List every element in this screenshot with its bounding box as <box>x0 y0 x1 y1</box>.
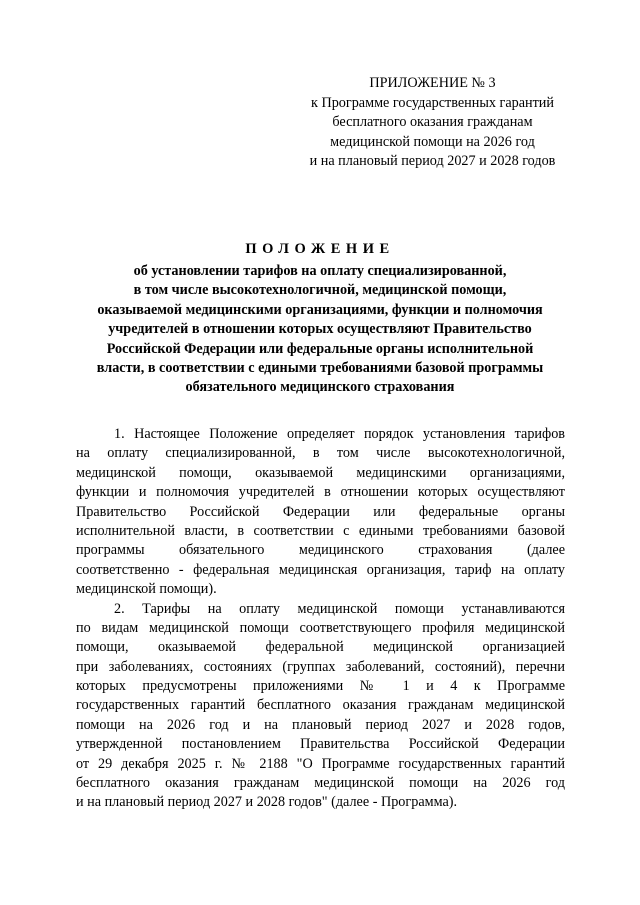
subtitle-line: об установлении тарифов на оплату специализированной, <box>133 263 507 279</box>
appendix-line: бесплатного оказания гражданам <box>332 114 533 130</box>
paragraph-line: соответственно - федеральная медицинская организация, тариф на оплату <box>76 561 565 578</box>
paragraph-line: помощи, оказываемой федеральной медицинской организацией <box>76 639 565 656</box>
paragraph-line: и на плановый период 2027 и 2028 годов" (далее - Программа). <box>76 794 458 811</box>
paragraph-line: 1. Настоящее Положение определяет порядок установления тарифов <box>114 426 565 442</box>
paragraph-1 <box>76 425 565 600</box>
paragraph-line: медицинской помощи). <box>76 581 217 598</box>
subtitle-line: учредителей в отношении которых осуществляют Правительство <box>108 321 532 338</box>
subtitle-line: обязательного медицинского страхования <box>185 379 455 396</box>
appendix-line: ПРИЛОЖЕНИЕ № 3 <box>369 75 496 91</box>
document-body <box>76 425 565 813</box>
paragraph-line: функции и полномочия учредителей в отношении которых осуществляют <box>76 484 565 501</box>
paragraph-line: государственных гарантий бесплатного оказания гражданам медицинской <box>76 697 565 714</box>
paragraph-line: по видам медицинской помощи соответствующего профиля медицинской <box>76 619 565 636</box>
paragraph-line: бесплатного оказания гражданам медицинской помощи на 2026 год <box>76 775 565 792</box>
appendix-header <box>290 74 575 172</box>
paragraph-line: 2. Тарифы на оплату медицинской помощи устанавливаются <box>114 600 565 617</box>
paragraph-line: помощи на 2026 год и на плановый период 2027 и 2028 годов, <box>76 716 565 733</box>
paragraph-line: утвержденной постановлением Правительства Российской Федерации <box>76 736 565 753</box>
appendix-line: медицинской помощи на 2026 год <box>330 133 535 150</box>
subtitle-line: власти, в соответствии с едиными требованиями базовой программы <box>96 360 544 377</box>
subtitle-line: Российской Федерации или федеральные органы исполнительной <box>106 340 534 357</box>
paragraph-line: на оплату специализированной, в том числе высокотехнологичной, <box>76 445 565 462</box>
document-subtitle <box>60 262 580 398</box>
paragraph-line: от 29 декабря 2025 г. № 2188 "О Программе государственных гарантий <box>76 755 565 772</box>
appendix-line: к Программе государственных гарантий <box>311 94 554 111</box>
document-title: ПОЛОЖЕНИЕ <box>245 241 395 257</box>
subtitle-line: в том числе высокотехнологичной, медицинской помощи, <box>133 282 507 299</box>
paragraph-line: исполнительной власти, в соответствии с едиными требованиями базовой <box>76 522 565 539</box>
paragraph-line: программы обязательного медицинского страхования (далее <box>76 542 565 559</box>
paragraph-line: при заболеваниях, состояниях (группах заболеваний, состояний), перечни <box>76 658 565 675</box>
paragraph-line: медицинской помощи, оказываемой медицинскими организациями, <box>76 464 565 481</box>
subtitle-line: оказываемой медицинскими организациями, функции и полномочия <box>97 301 543 318</box>
paragraph-line: Правительство Российской Федерации или федеральные органы <box>76 503 565 520</box>
appendix-line: и на плановый период 2027 и 2028 годов <box>309 153 556 169</box>
paragraph-line: которых предусмотрены приложениями № 1 и 4 к Программе <box>76 678 565 695</box>
paragraph-2 <box>76 600 565 813</box>
